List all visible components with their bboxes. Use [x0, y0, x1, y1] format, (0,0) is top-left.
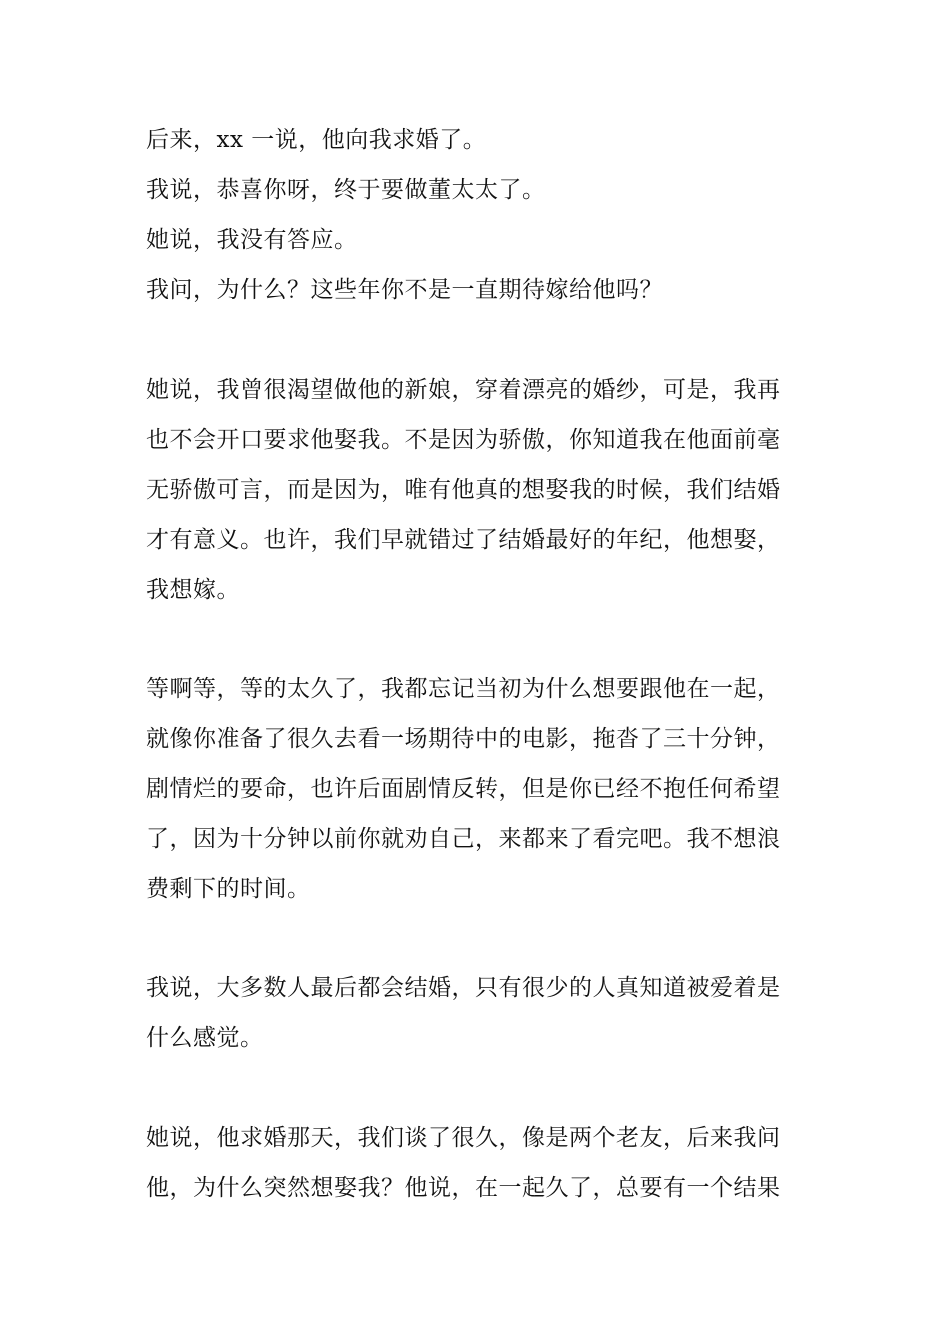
text-line: 我想嫁。 [146, 577, 240, 603]
text-line: 她说，我没有答应。 [146, 227, 358, 253]
paragraph-bride-reflection [146, 365, 811, 615]
text-line: 也不会开口要求他娶我。不是因为骄傲，你知道我在他面前毫 [146, 427, 781, 453]
text-line: 后来，xx 一说，他向我求婚了。 [146, 127, 487, 153]
text-line: 什么感觉。 [146, 1025, 264, 1051]
paragraph-waiting-movie [146, 664, 811, 914]
text-line: 她说，我曾很渴望做他的新娘，穿着漂亮的婚纱，可是，我再 [146, 377, 781, 403]
text-line: 无骄傲可言，而是因为，唯有他真的想娶我的时候，我们结婚 [146, 477, 781, 503]
text-line: 他，为什么突然想娶我？他说，在一起久了，总要有一个结果 [146, 1175, 781, 1201]
text-line: 我说，恭喜你呀，终于要做董太太了。 [146, 177, 546, 203]
text-line: 费剩下的时间。 [146, 876, 311, 902]
text-line: 我问，为什么？这些年你不是一直期待嫁给他吗？ [146, 277, 663, 303]
text-line: 她说，他求婚那天，我们谈了很久，像是两个老友，后来我问 [146, 1125, 781, 1151]
text-line: 等啊等，等的太久了，我都忘记当初为什么想要跟他在一起， [146, 676, 781, 702]
text-line: 我说，大多数人最后都会结婚，只有很少的人真知道被爱着是 [146, 975, 781, 1001]
text-line: 了，因为十分钟以前你就劝自己，来都来了看完吧。我不想浪 [146, 826, 781, 852]
paragraph-marriage-love [146, 963, 811, 1063]
paragraph-dialogue-opening [146, 115, 811, 315]
text-line: 剧情烂的要命，也许后面剧情反转，但是你已经不抱任何希望 [146, 776, 781, 802]
text-line: 才有意义。也许，我们早就错过了结婚最好的年纪，他想娶， [146, 527, 781, 553]
text-line: 就像你准备了很久去看一场期待中的电影，拖沓了三十分钟， [146, 726, 781, 752]
paragraph-proposal-day [146, 1113, 811, 1213]
